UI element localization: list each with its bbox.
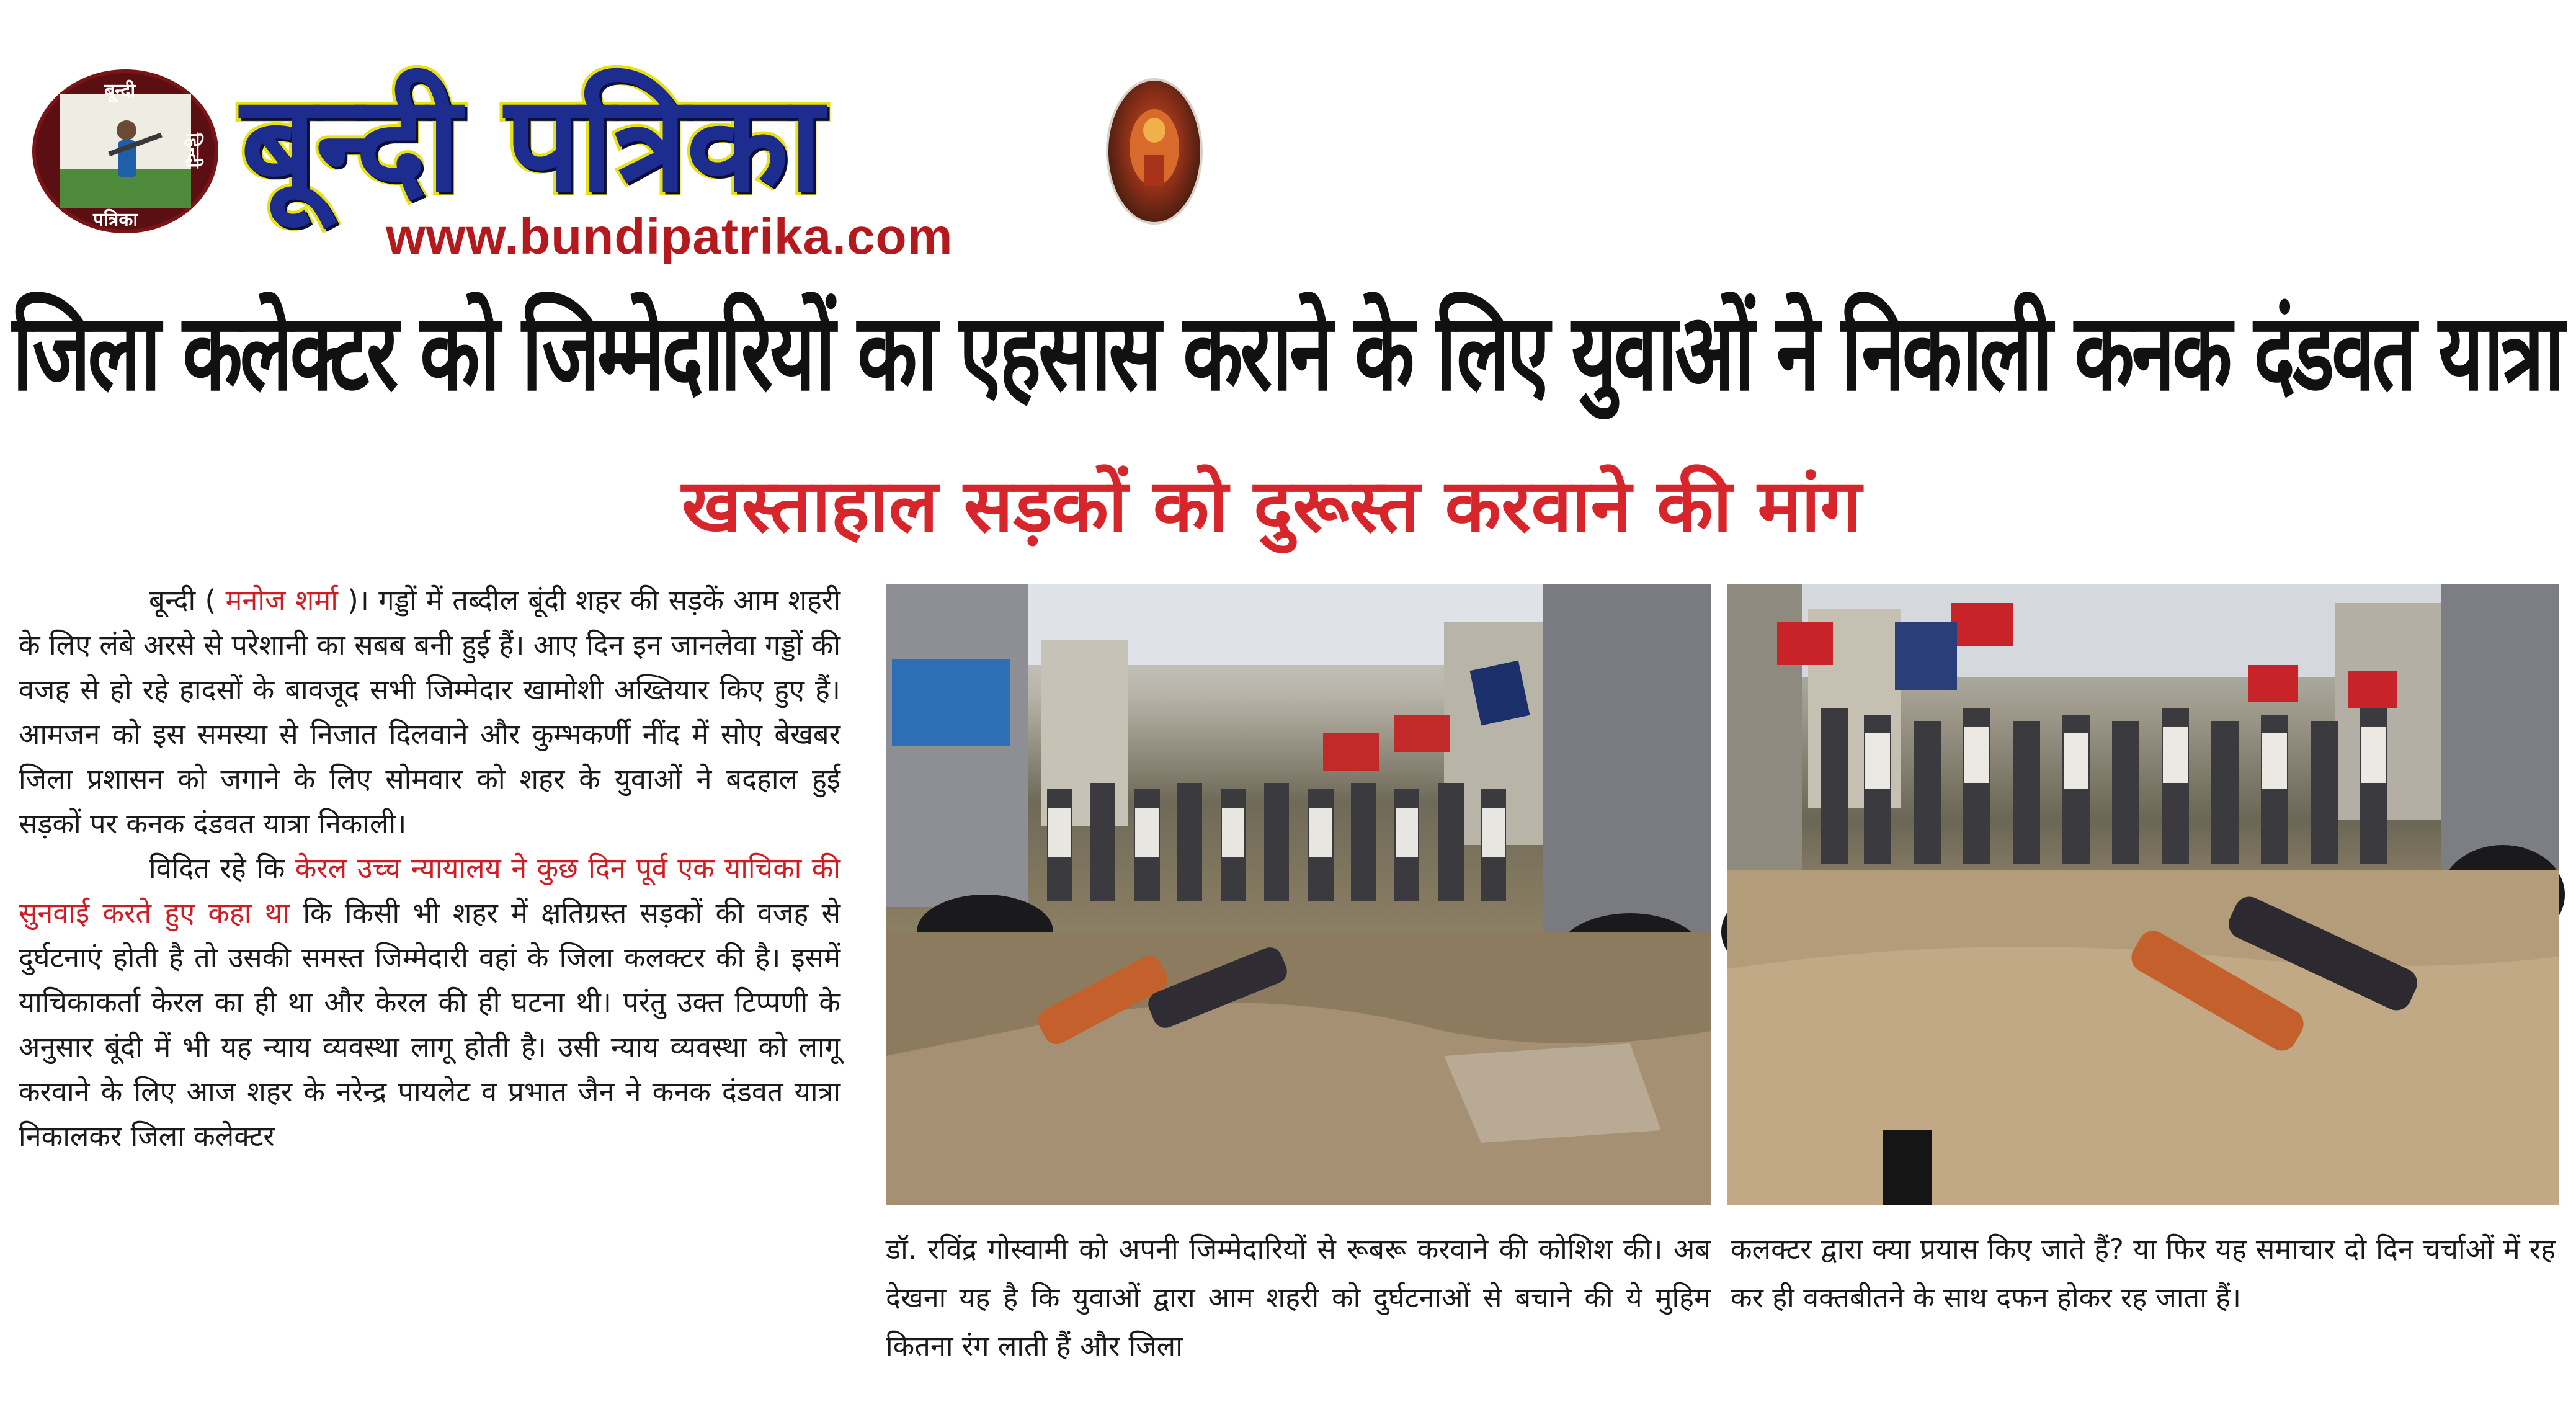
dateline: बून्दी ( (149, 584, 226, 617)
headline: जिला कलेक्टर को जिम्मेदारियों का एहसास कराने के लिए युवाओं ने निकाली कनक दंडवत यात्रा (12, 290, 2562, 414)
paragraph-1-text: )। गड्डों में तब्दील बूंदी शहर की सड़कें आम शहरी के लिए लंबे अरसे से परेशानी का सबब बनी हुई हैं। आए दिन इन जानलेवा गड्डों की वजह से हो रहे हादसों के बावजूद सभी जिम्मेदार खामोशी अख्तियार किए हुए हैं। आमजन को इस समस्या से निजात दिलवाने और कुम्भकर्णी नींद में सोए बेखबर जिला प्रशासन को जगाने के लिए सोमवार को शहर के युवाओं ने बदहाल हुई सड़कों पर कनक दंडवत यात्रा निकाली। (19, 584, 840, 840)
logo-photo (60, 94, 191, 208)
paragraph-2-start: विदित रहे कि (149, 852, 295, 885)
protest-photo-2 (1727, 584, 2559, 1205)
logo-text-bottom: पत्रिका (93, 209, 138, 231)
highlighted-text: केरल उच्च न्यायालय ने कुछ दिन पूर्व एक याचिका की सुनवाई करते हुए कहा था (19, 852, 840, 929)
deity-image (1106, 78, 1203, 225)
article-column-3: कलक्टर द्वारा क्या प्रयास किए जाते हैं? या फिर यह समाचार दो दिन चर्चाओं में रह कर ही वक्तबीतने के साथ दफन होकर रह जाता हैं। (1731, 1233, 2556, 1314)
article-column-2: डॉ. रविंद्र गोस्वामी को अपनी जिम्मेदारियों से रूबरू करवाने की कोशिश की। अब देखना यह है कि युवाओं द्वारा आम शहरी को दुर्घटनाओं से बचाने की ये मुहिम कितना रंग लाती हैं और जिला (886, 1233, 1711, 1362)
subheadline: खस्ताहाल सड़कों को दुरूस्त करवाने की मांग (681, 463, 1862, 548)
masthead-website[interactable]: www.bundipatrika.com (386, 208, 953, 265)
logo-text-top: बून्दी (104, 80, 136, 102)
paragraph-2 (19, 846, 840, 1159)
masthead-logo (32, 69, 218, 233)
masthead-title: बून्दी पत्रिका (241, 66, 822, 221)
paragraph-1 (19, 578, 840, 846)
logo-text-right: हिन्दी (182, 133, 203, 168)
protest-photo-1 (886, 584, 1711, 1205)
reporter-name: मनोज शर्मा (225, 584, 338, 617)
paragraph-2-text: कि किसी भी शहर में क्षतिग्रस्त सड़कों की वजह से दुर्घटनाएं होती है तो उसकी समस्त जिम्मेदारी वहां के जिला कलक्टर की है। इसमें याचिकाकर्ता केरल का ही था और केरल की ही घटना थी। परंतु उक्त टिप्पणी के अनुसार बूंदी में भी यह न्याय व्यवस्था लागू होती है। उसी न्याय व्यवस्था को लागू करवाने के लिए आज शहर के नरेन्द्र पायलेट व प्रभात जैन ने कनक दंडवत यात्रा निकालकर जिला कलेक्टर (19, 896, 840, 1153)
article-column-1 (19, 578, 840, 1403)
